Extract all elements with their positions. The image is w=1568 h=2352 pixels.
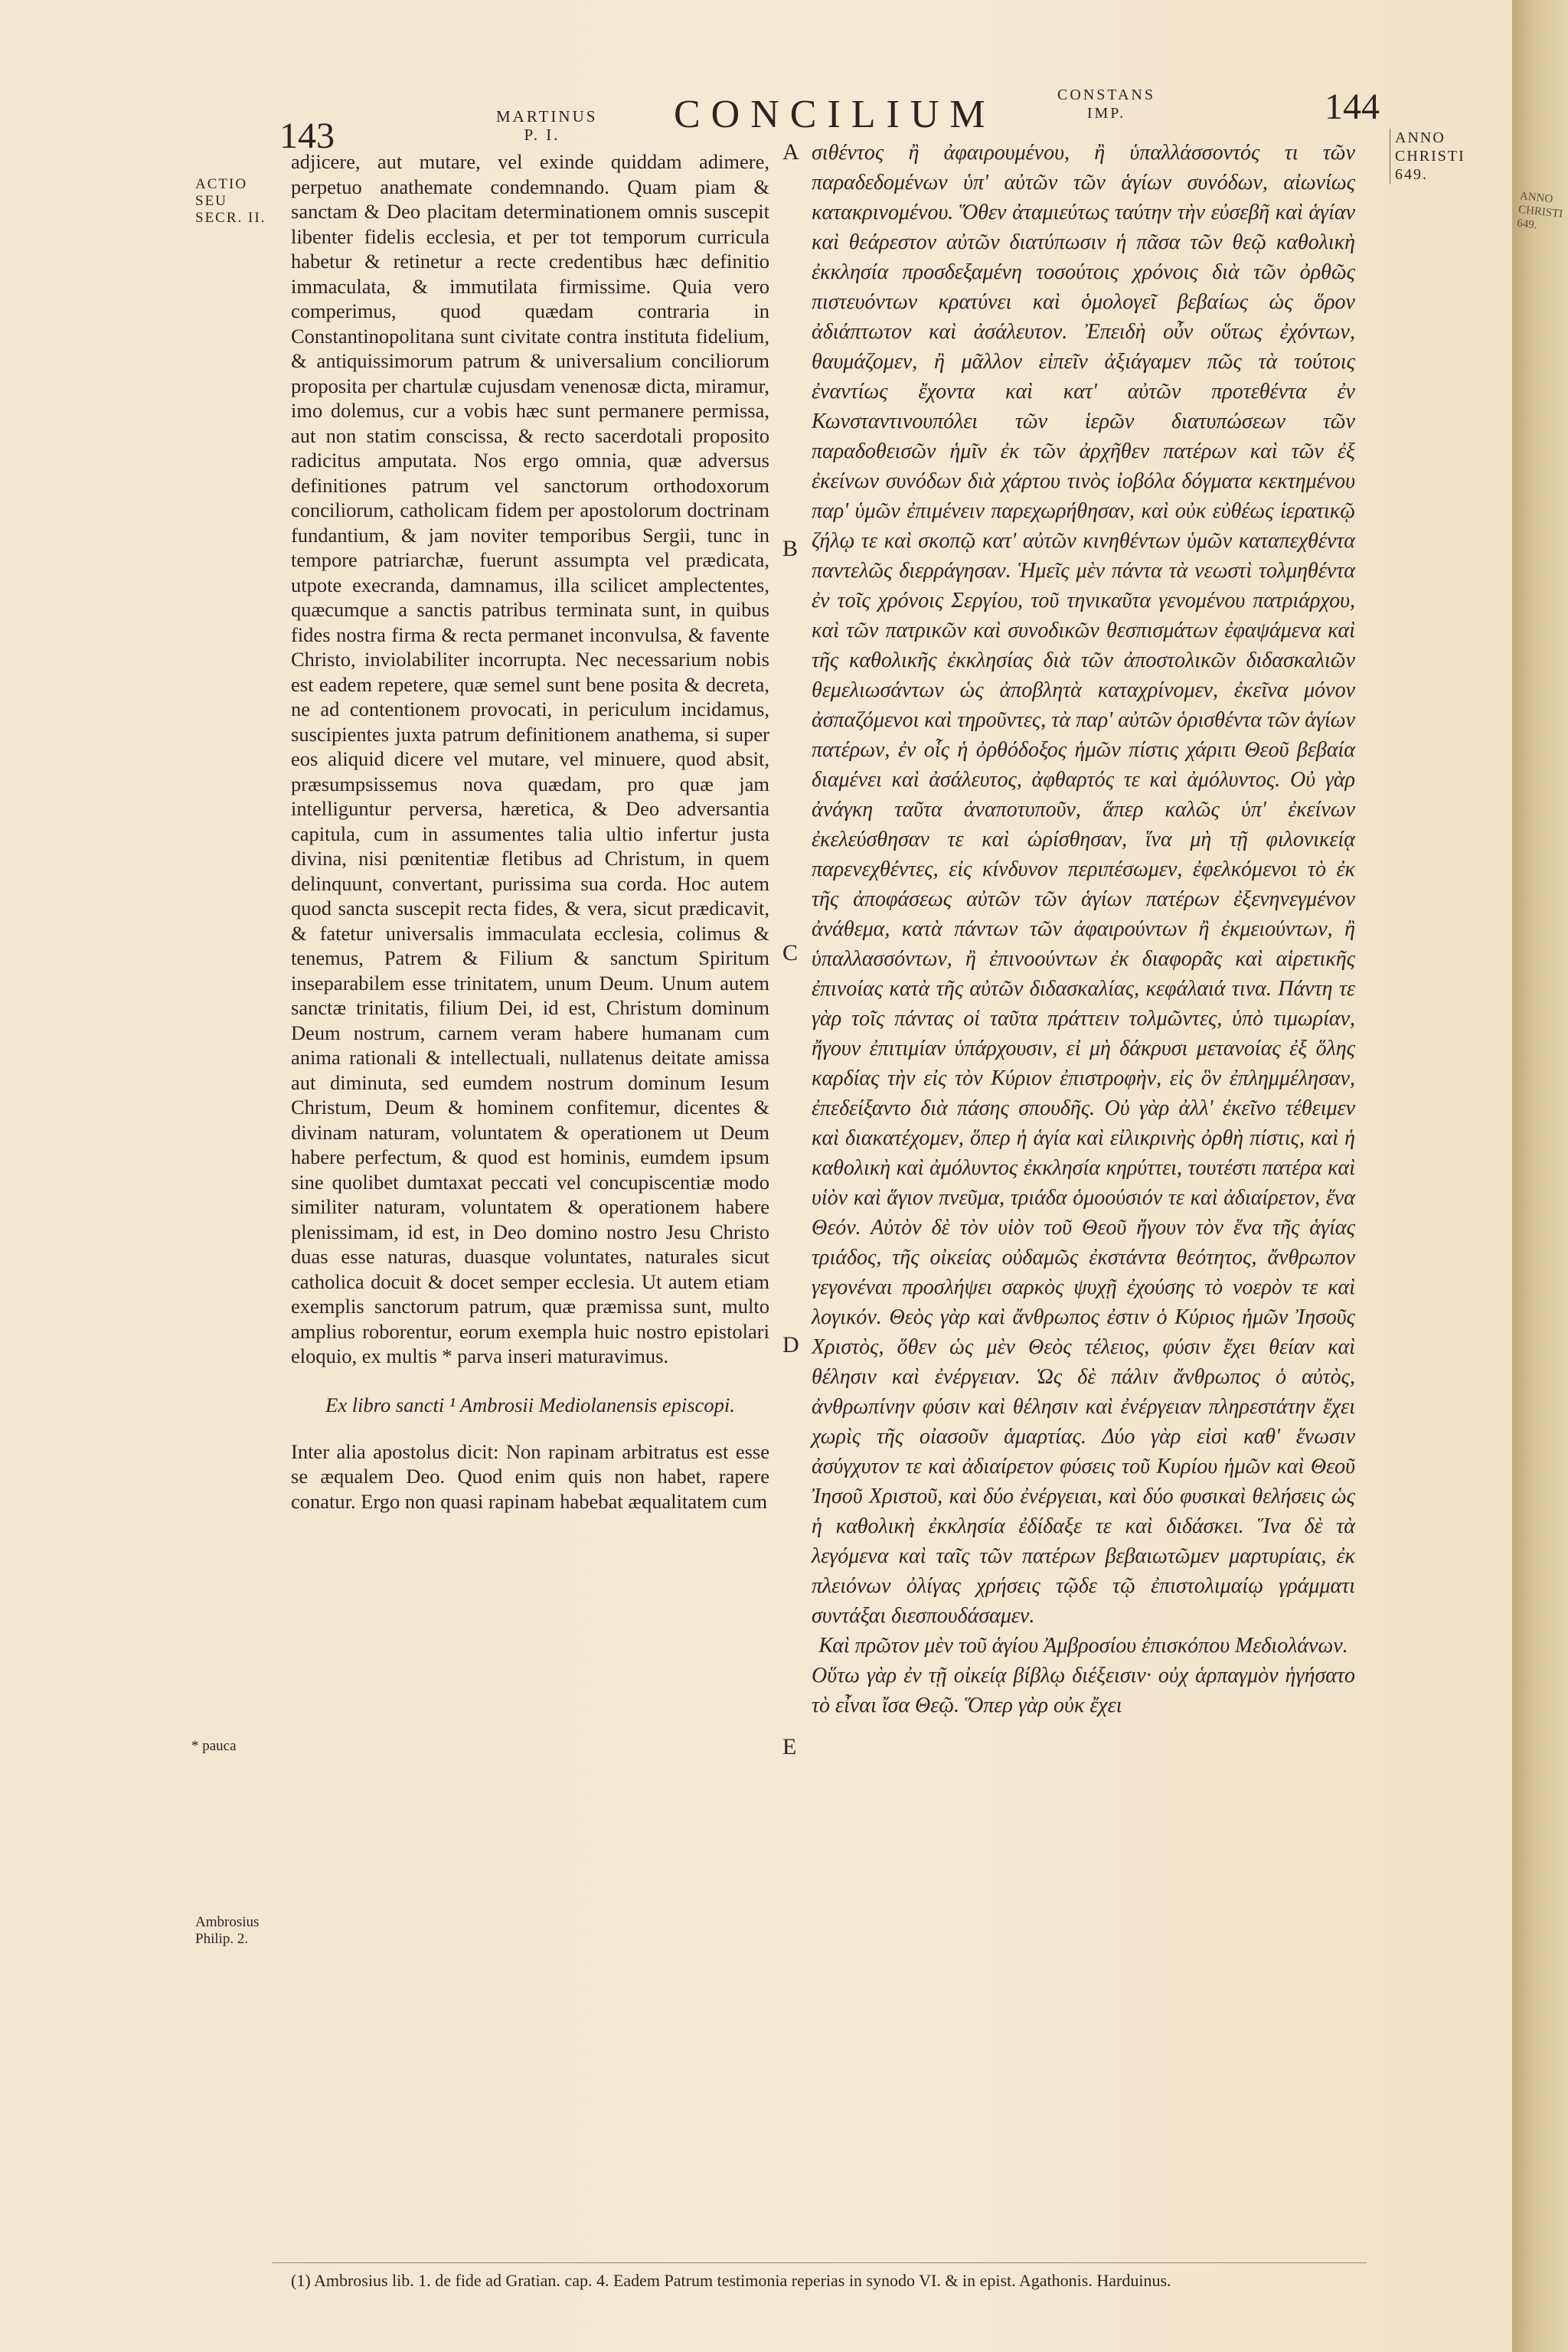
section-letter-e: E <box>782 1734 797 1759</box>
margin-note-pauca: * pauca <box>191 1738 237 1754</box>
margin-note-actio: ACTIO SEU SECR. II. <box>195 176 266 226</box>
latin-column <box>291 149 769 1514</box>
footnote-text: (1) Ambrosius lib. 1. de fide ad Gratian. cap. 4. Eadem Patrum testimonia reperias in synodo VI. & in epist. Agathonis. Harduinus. <box>291 2271 1171 2290</box>
greek-section-heading: Καὶ πρῶτον μὲν τοῦ ἁγίου Ἀμβροσίου ἐπισκόπου Μεδιολάνων. <box>818 1634 1348 1658</box>
latin-section-heading: Ex libro sancti ¹ Ambrosii Mediolanensis episcopi. <box>325 1393 735 1416</box>
latin-body: adjicere, aut mutare, vel exinde quiddam adimere, perpetuo anathemate condemnando. Quam piam & sanctam & Deo placitam determinationem omnis suscepit libenter fidelis ecclesia, et per tot temporum curricula habetur & retinetur a recte credentibus hæc definitio immaculata, & immutilata firmissime. Quia vero comperimus, quod quædam contraria in Constantinopolitana sunt civitate contra instituta fidelium, & antiquissimorum patrum & universalium conciliorum proposita per chartulæ cujusdam venenosæ dicta, miramur, imo dolemus, cur a vobis hæc sunt permanere permissa, aut non statim conscissa, & recto sacerdotali proposito radicitus amputata. Nos ergo omnia, quæ adversus definitiones patrum vel sanctorum orthodoxorum conciliorum, catholicam fidem per apostolorum doctrinam fundantium, & jam noviter temporibus Sergii, tunc in tempore patriarchæ, fuerunt assumpta vel prædicata, utpote execranda, damnamus, illa scilicet amplectentes, quæcumque a sanctis patribus terminata sunt, in quibus fides nostra firma & recta permanet inconvulsa, & favente Christo, inviolabiliter incorrupta. Nec necessarium nobis est eadem repetere, quæ semel sunt bene posita & decreta, ne ad contentionem provocati, in periculum incidamus, suscipientes juxta patrum definitionem anathema, si super eos aliquid dicere vel mutare, vel minuere, quod absit, præsumpsissemus nova quædam, pro quæ jam intelliguntur perversa, hæretica, & Deo adversantia capitula, cum in assumentes talia ultio infertur justa divina, nisi pœnitentiæ fletibus ad Christum, in quem delinquunt, convertant, purissima sua corda. Hoc autem quod sancta suscepit recta fides, & vera, sicut prædicavit, & fatetur universalis immaculata ecclesia, colimus & tenemus, Patrem & Filium & sanctum Spiritum inseparabilem esse trinitatem, unum Deum. Unum autem sanctæ trinitatis, filium Dei, id est, Christum dominum Deum nostrum, carnem veram habere humanam cum anima rationali & intellectuali, nullatenus deitate amissa aut diminuta, sed eumdem nostrum dominum Iesum Christum, Deum & hominem confitemur, dicentes & divinam naturam, voluntatem & operationem ut Deum habere perfectum, & quod est hominis, eumdem ipsum sine quolibet dumtaxat peccati vel concupiscentiæ modo similiter naturam, voluntatem & operationem habere plenissimam, id est, in Deo domino nostro Jesu Christo duas esse naturas, duasque voluntates, naturales sicut catholica docuit & docet semper ecclesia. Ut autem etiam exemplis sanctorum patrum, quæ præmissa sunt, multo amplius roborentur, eorum exempla huic nostro epistolari eloquio, ex multis * parva inseri maturavimus. <box>291 150 769 1367</box>
running-head-right: CONSTANS IMP. <box>1057 87 1155 122</box>
running-head-left: MARTINUS P. I. <box>496 107 598 144</box>
margin-note-ambrosius: Ambrosius Philip. 2. <box>195 1914 260 1947</box>
section-letter-d: D <box>782 1332 799 1357</box>
section-letter-c: C <box>782 940 799 965</box>
footnote-rule <box>272 2262 1367 2263</box>
page-number-left: 143 <box>279 116 335 156</box>
margin-note-anno: ANNO CHRISTI 649. <box>1390 129 1491 184</box>
page-number-right: 144 <box>1325 87 1380 127</box>
page-title: CONCILIUM <box>674 93 996 136</box>
section-letter-b: B <box>782 536 799 561</box>
facing-page-margin-note: ANNO CHRISTI 649. <box>1516 190 1564 232</box>
facing-page-edge <box>1512 0 1568 2352</box>
greek-column <box>812 138 1355 1720</box>
greek-body: σιθέντος ἢ ἀφαιρουμένου, ἢ ὑπαλλάσσοντός τι τῶν παραδεδομένων ὑπ' αὐτῶν τῶν ἁγίων συνόδων, αἰωνίως κατακρινομένου. Ὅθεν ἀταμιεύτως ταύτην τὴν εὐσεβῆ καὶ ἁγίαν καὶ θεάρεστον αὐτῶν διατύπωσιν ἡ πᾶσα τῶν θεῷ καθολικὴ ἐκκλησία προσδεξαμένη τοσούτοις χρόνοις διὰ τῶν ὀρθῶς πιστευόντων κρατύνει καὶ ὁμολογεῖ βεβαίως ὡς ὅρον ἀδιάπτωτον καὶ ἀσάλευτον. Ἐπειδὴ οὖν οὕτως ἐχόντων, θαυμάζομεν, ἢ μᾶλλον εἰπεῖν ἀξιάγαμεν πῶς τὰ τούτοις ἐναντίως ἔχοντα καὶ κατ' αὐτῶν προτεθέντα ἐν Κωνσταντινουπόλει τῶν ἱερῶν διατυπώσεων τῶν παραδοθεισῶν ἡμῖν ἐκ τῶν ἀρχῆθεν πατέρων καὶ τῶν ἐξ ἐκείνων συνόδων διὰ χάρτου τινὸς ἰοβόλα δόγματα κεκτημένου παρ' ὑμῶν ἐπιμένειν παρεχωρήθησαν, καὶ οὐκ εὐθέως ἱερατικῷ ζήλῳ τε καὶ σκοπῷ κατ' αὐτῶν κινηθέντων ὑμῶν καταπεχθέντα παντελῶς διερράγησαν. Ἡμεῖς μὲν πάντα τὰ νεωστὶ τολμηθέντα ἐν τοῖς χρόνοις Σεργίου, τοῦ τηνικαῦτα γενομένου πατριάρχου, καὶ τῶν πατρικῶν καὶ συνοδικῶν θεσπισμάτων ἐφαψάμενα καὶ τῆς καθολικῆς ἐκκλησίας διὰ τῶν ἀποστολικῶν διδασκαλιῶν θεμελιωσάντων ὡς ἀποβλητὰ καταχρίνομεν, ἐκεῖνα μόνον ἀσπαζόμενοι καὶ τηροῦντες, τὰ παρ' αὐτῶν ὁρισθέντα τῶν ἁγίων πατέρων, ἐν οἷς ἡ ὀρθόδοξος ἡμῶν πίστις χάριτι Θεοῦ βεβαία διαμένει καὶ ἀσάλευτος, ἀφθαρτός τε καὶ ἀμόλυντος. Οὐ γὰρ ἀνάγκη ταῦτα ἀναποτυποῦν, ἅπερ καλῶς ὑπ' ἐκείνων ἐκελεύσθησαν τε καὶ ὡρίσθησαν, ἵνα μὴ τῇ φιλονικείᾳ παρενεχθέντες, εἰς κίνδυνον περιπέσωμεν, ἐφελκόμενοι τὸ ἐκ τῆς ἀποφάσεως αὐτῶν τῶν ἁγίων πατέρων ἐξενηνεγμένον ἀνάθεμα, κατὰ πάντων τῶν ἀφαιρούντων ἢ ἐκμειούντων, ἢ ὑπαλλασσόντων, ἢ ἐπινοούντων ἐκ διαφορᾶς καὶ αἱρετικῆς ἐπινοίας κατὰ τῆς αὐτῶν διδασκαλίας, κεφάλαιά τινα. Πάντη τε γὰρ τοῖς πάντας οἱ ταῦτα πράττειν τολμῶντες, ὑπὸ τιμωρίαν, ἤγουν ἐπιτιμίαν ὑπάρχουσιν, εἰ μὴ δάκρυσι μετανοίας ἐξ ὅλης καρδίας τὴν εἰς τὸν Κύριον ἐπιστροφὴν, εἰς ὃν ἐπλημμέλησαν, ἐπεδείξαντο διὰ πάσης σπουδῆς. Οὐ γὰρ ἀλλ' ἐκεῖνο τέθειμεν καὶ διακατέχομεν, ὅπερ ἡ ἁγία καὶ εἰλικρινὴς ὀρθὴ πίστις, καὶ ἡ καθολικὴ καὶ ἀμόλυντος ἐκκλησία κηρύττει, τουτέστι πατέρα καὶ υἱὸν καὶ ἅγιον πνεῦμα, τριάδα ὁμοούσιόν τε καὶ ἀδιαίρετον, ἕνα Θεόν. Αὐτὸν δὲ τὸν υἱὸν τοῦ Θεοῦ ἤγουν τὸν ἕνα τῆς ἁγίας τριάδος, τῆς οἰκείας οὐδαμῶς ἐκστάντα θεότητος, ἄνθρωπον γεγονέναι προσλήψει σαρκὸς ψυχῇ ἐχούσης τὸ νοερὸν τε καὶ λογικόν. Θεὸς γὰρ καὶ ἄνθρωπος ἐστιν ὁ Κύριος ἡμῶν Ἰησοῦς Χριστὸς, ὅθεν ὡς μὲν Θεὸς τέλειος, φύσιν ἔχει θείαν καὶ θέλησιν καὶ ἐνέργειαν. Ὡς δὲ πάλιν ἄνθρωπος ὁ αὐτὸς, ἀνθρωπίνην φύσιν καὶ θέλησιν καὶ ἐνέργειαν πληρεστάτην ἔχει χωρὶς τῆς οἰασοῦν ἁμαρτίας. Δύο γὰρ εἰσὶ καθ' ἕνωσιν ἀσύγχυτον τε καὶ ἀδιαίρετον φύσεις τοῦ Κυρίου ἡμῶν καὶ Θεοῦ Ἰησοῦ Χριστοῦ, καὶ δύο ἐνέργειαι, καὶ δύο φυσικαὶ θελήσεις ὡς ἡ καθολικὴ ἐκκλησία ἐδίδαξε τε καὶ διδάσκει. Ἵνα δὲ τὰ λεγόμενα καὶ ταῖς τῶν πατέρων βεβαιωτῶμεν μαρτυρίαις, ἐκ πλειόνων ὀλίγας χρήσεις τῷδε τῷ ἐπιστολιμαίῳ γράμματι συντάξαι διεσπουδάσαμεν. <box>812 141 1355 1628</box>
section-letter-a: A <box>782 139 799 165</box>
greek-tail: Οὕτω γὰρ ἐν τῇ οἰκείᾳ βίβλῳ διέξεισιν· οὐχ ἁρπαγμὸν ἡγήσατο τὸ εἶναι ἴσα Θεῷ. Ὅπερ γὰρ οὐκ ἔχει <box>812 1664 1355 1717</box>
latin-tail: Inter alia apostolus dicit: Non rapinam arbitratus est esse se æqualem Deo. Quod enim quis non habet, rapere conatur. Ergo non quasi rapinam habebat æqualitatem cum <box>291 1439 769 1513</box>
